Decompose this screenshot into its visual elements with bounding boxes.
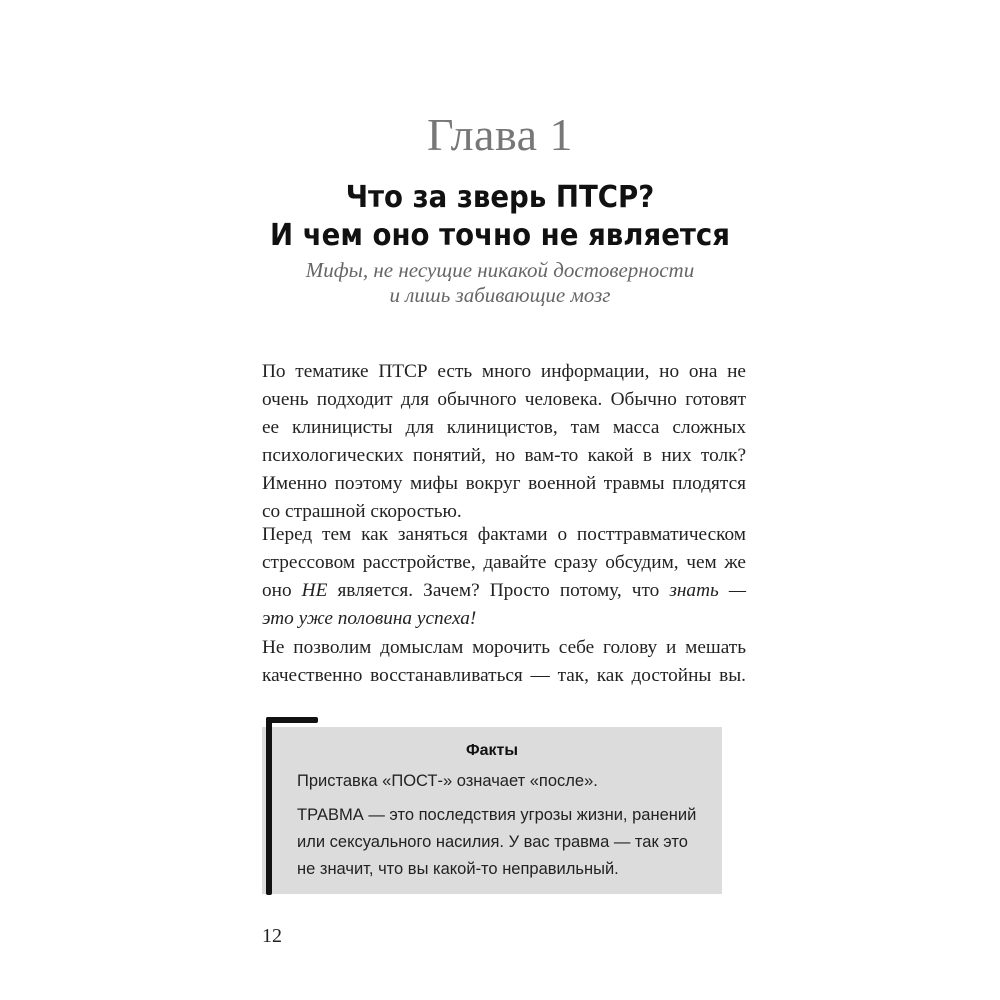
facts-paragraph-2 [297, 802, 707, 883]
text-line: Именно поэтому мифы вокруг военной травмы плодятся [262, 473, 746, 494]
text-segment: оно [262, 580, 302, 601]
body-paragraph-2 [262, 521, 746, 633]
text-line-mixed [262, 577, 746, 605]
text-line: психологических понятий, но вам-то какой в них толк? [262, 445, 746, 466]
chapter-title-line-2: И чем оно точно не является [269, 218, 730, 253]
chapter-subtitle-line-2: и лишь забивающие мозг [389, 283, 611, 307]
text-line: По тематике ПТСР есть много информации, но она не [262, 361, 746, 382]
text-line: со страшной скоростью. [262, 501, 462, 522]
text-line: Не позволим домыслам морочить себе голову и мешать [262, 637, 746, 658]
text-line: не значит, что вы какой-то неправильный. [297, 860, 619, 878]
facts-bracket-top-icon [266, 717, 318, 723]
emphasis-line: это уже половина успеха! [262, 608, 477, 629]
emphasis-znat: знать — [669, 580, 746, 601]
chapter-subtitle-line-1: Мифы, не несущие никакой достоверности [305, 258, 695, 282]
page-number: 12 [262, 925, 282, 947]
text-line: стрессовом расстройстве, давайте сразу обсудим, чем же [262, 552, 746, 573]
text-line: ТРАВМА — это последствия угрозы жизни, ранений [297, 806, 697, 824]
facts-line-1: Приставка «ПОСТ-» означает «после». [297, 772, 598, 790]
chapter-title-line-1: Что за зверь ПТСР? [345, 180, 655, 215]
text-line: или сексуального насилия. У вас травма — так это [297, 833, 688, 851]
emphasis-ne: НЕ [301, 580, 328, 601]
text-line: ее клиницисты для клиницистов, там масса сложных [262, 417, 746, 438]
text-line: очень подходит для обычного человека. Обычно готовят [262, 389, 746, 410]
body-paragraph-3 [262, 634, 746, 690]
facts-title: Факты [465, 742, 519, 759]
body-paragraph-1 [262, 358, 746, 526]
text-segment: является. Зачем? Просто потому, что [327, 580, 670, 601]
text-line: качественно восстанавливаться — так, как достойны вы. [262, 665, 746, 686]
chapter-label: Глава 1 [426, 109, 574, 160]
text-line: Перед тем как заняться фактами о посттравматическом [262, 524, 746, 545]
